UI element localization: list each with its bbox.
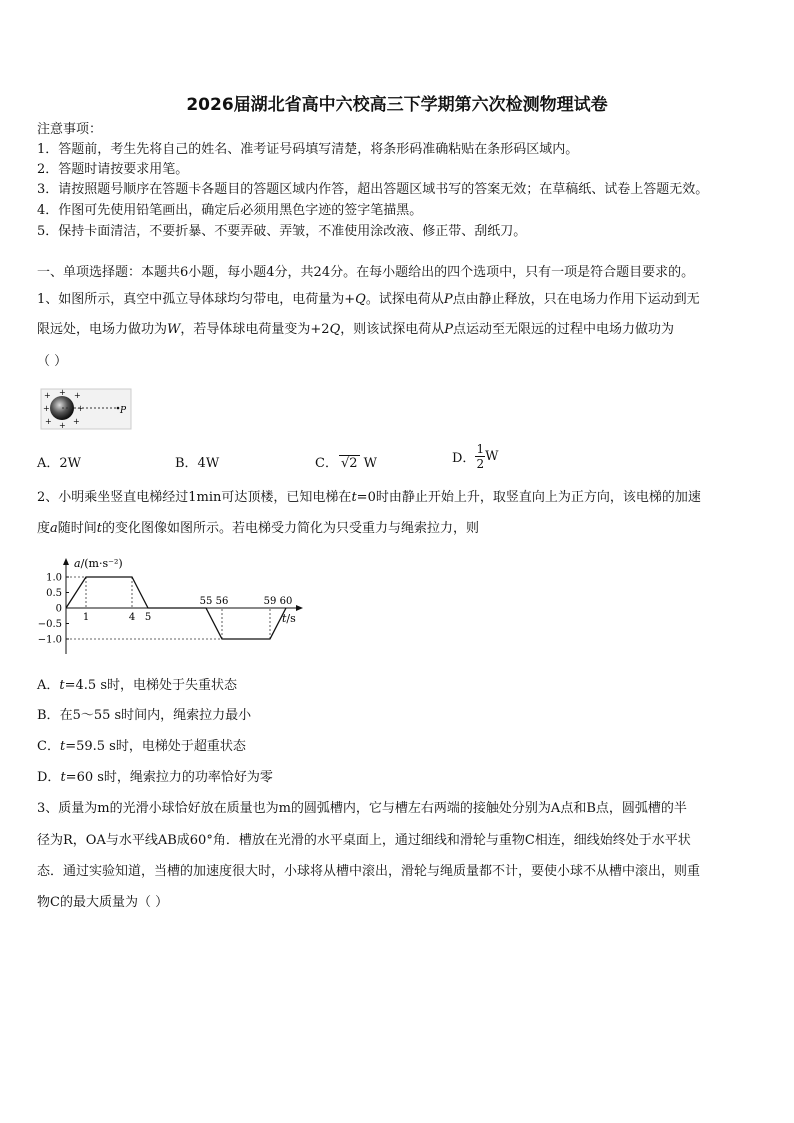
- plus-sign: +: [44, 391, 51, 400]
- notice-item: 4．作图可先使用铅笔画出，确定后必须用黑色字迹的签字笔描黑。: [37, 203, 423, 218]
- y-axis-arrow: [63, 558, 69, 565]
- q2-option-c: C．t=59.5 s时，电梯处于超重状态: [37, 739, 246, 754]
- y-tick-label: −1.0: [38, 634, 62, 646]
- q1-line1: 1、如图所示，真空中孤立导体球均匀带电，电荷量为+Q。试探电荷从P点由静止释放，只在电场力作用下运动到无: [37, 292, 700, 307]
- y-axis-label: a/(m·s⁻²): [74, 557, 123, 570]
- x-tick-label: 60: [279, 596, 293, 607]
- q1-option-a: A．2W: [37, 456, 82, 471]
- page-title: 2026届湖北省高中六校高三下学期第六次检测物理试卷: [186, 95, 608, 115]
- x-tick-label: 5: [144, 612, 152, 623]
- plus-sign: +: [74, 391, 81, 400]
- sqrt-symbol: √2: [340, 456, 358, 471]
- x-tick-label: 55: [199, 596, 213, 607]
- q2-option-d: D．t=60 s时，绳索拉力的功率恰好为零: [37, 770, 273, 785]
- plus-sign: +: [73, 417, 80, 426]
- q1-answer-paren: （ ）: [37, 354, 68, 369]
- q2-line2: 度a随时间t的变化图像如图所示。若电梯受力简化为只受重力与绳索拉力，则: [37, 521, 480, 536]
- x-axis-label: t/s: [282, 612, 296, 625]
- q1-option-c: C． √2 W: [315, 456, 378, 471]
- point-p-label: P: [120, 406, 127, 416]
- y-tick-label: 1.0: [46, 572, 62, 584]
- x-tick-label: 1: [82, 612, 90, 623]
- q2-line1: 2、小明乘坐竖直电梯经过1min可达顶楼，已知电梯在t=0时由静止开始上升，取竖直向上为正方向，该电梯的加速: [37, 490, 701, 505]
- notice-item: 2．答题时请按要求用笔。: [37, 162, 189, 177]
- q1-option-d: D． $\frac{1}{2}$ W: [452, 442, 499, 471]
- q3-line3: 态．通过实验知道，当槽的加速度很大时，小球将从槽中滚出，滑轮与绳质量都不计，要使小球不从槽中滚出，则重: [37, 864, 701, 879]
- q3-line4: 物C的最大质量为（ ）: [37, 895, 169, 910]
- y-tick-label: 0: [55, 603, 62, 615]
- q1-option-b: B．4W: [175, 456, 220, 471]
- q2-option-a: A．t=4.5 s时，电梯处于失重状态: [37, 678, 237, 693]
- q3-line2: 径为R，OA与水平线AB成60°角．槽放在光滑的水平桌面上，通过细线和滑轮与重物C相连，细线始终处于水平状: [37, 833, 691, 848]
- charged-sphere-figure: [40, 388, 132, 430]
- notice-heading: 注意事项：: [37, 122, 103, 137]
- y-tick-label: 0.5: [46, 588, 62, 599]
- plus-sign: +: [45, 417, 52, 426]
- plus-sign: +: [77, 404, 84, 413]
- notice-item: 3．请按照题号顺序在答题卡各题目的答题区域内作答，超出答题区域书写的答案无效；在草稿纸、试卷上答题无效。: [37, 182, 709, 197]
- notice-item: 1．答题前，考生先将自己的姓名、准考证号码填写清楚，将条形码准确粘贴在条形码区域内。: [37, 142, 579, 157]
- q1-line2: 限远处，电场力做功为W，若导体球电荷量变为+2Q，则该试探电荷从P点运动至无限远的过程中电场力做功为: [37, 322, 675, 337]
- x-tick-label: 59: [263, 596, 277, 607]
- q3-line1: 3、质量为m的光滑小球恰好放在质量也为m的圆弧槽内，它与槽左右两端的接触处分别为A点和B点，圆弧槽的半: [37, 801, 687, 816]
- q2-option-b: B．在5～55 s时间内，绳索拉力最小: [37, 708, 252, 723]
- plus-sign: +: [43, 404, 50, 413]
- acceleration-graph: [38, 556, 308, 660]
- x-tick-label: 56: [215, 596, 229, 607]
- plus-sign: +: [59, 388, 66, 397]
- point-p: [117, 407, 120, 410]
- fraction: $\frac{1}{2}$: [476, 442, 485, 471]
- x-axis-arrow: [296, 605, 303, 611]
- x-tick-label: 4: [128, 612, 136, 623]
- notice-item: 5．保持卡面清洁，不要折暴、不要弄破、弄皱，不准使用涂改液、修正带、刮纸刀。: [37, 224, 527, 239]
- plus-sign: +: [59, 421, 66, 430]
- y-tick-label: −0.5: [38, 619, 62, 630]
- section-heading: 一、单项选择题：本题共6小题，每小题4分，共24分。在每小题给出的四个选项中，只有一项是符合题目要求的。: [37, 265, 695, 280]
